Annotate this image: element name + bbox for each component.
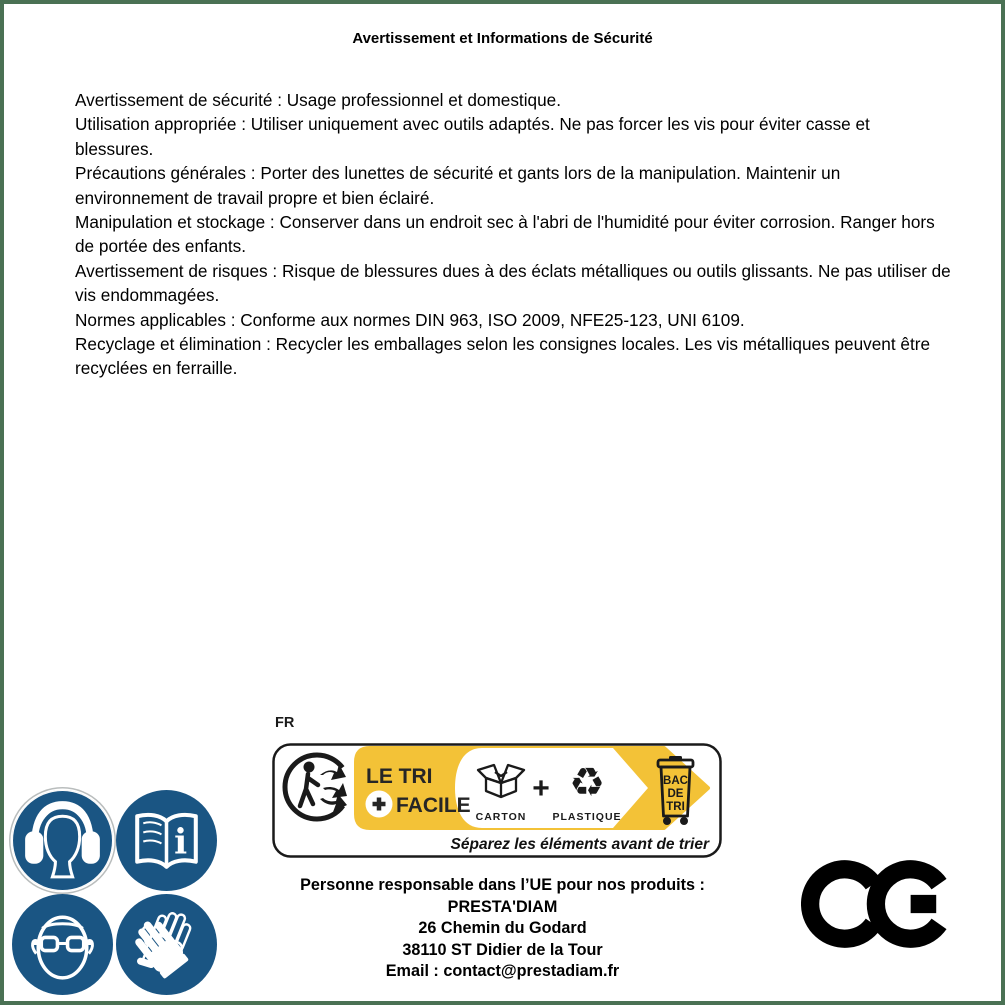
address-line: Personne responsable dans l’UE pour nos produits : <box>300 876 705 894</box>
infotri-recycling-label <box>272 743 722 858</box>
email-line: Email : contact@prestadiam.fr <box>385 962 620 981</box>
carton-label: CARTON <box>475 811 527 823</box>
infotri-headline-2: FACILE <box>396 794 471 817</box>
waste-bin-icon <box>658 756 693 825</box>
safety-text-block <box>75 88 951 381</box>
safety-paragraph: Utilisation appropriée : Utiliser uniquement avec outils adaptés. Ne pas forcer les vis pour éviter casse et blessures. <box>75 114 870 159</box>
safety-paragraph: Normes applicables : Conforme aux normes DIN 963, ISO 2009, NFE25-123, UNI 6109. <box>75 309 745 330</box>
safety-paragraph: Recyclage et élimination : Recycler les emballages selon les consignes locales. Les vis métalliques peuvent être recyclées en ferraille. <box>75 334 931 379</box>
plastique-recycle-icon: ♻ <box>569 761 605 805</box>
ce-mark <box>801 856 949 952</box>
address-line: 26 Chemin du Godard <box>418 919 587 938</box>
safety-paragraph: Précautions générales : Porter des lunettes de sécurité et gants lors de la manipulation. Maintenir un environnement de travail propre et bien éclairé. <box>75 163 841 208</box>
materials-plus: + <box>532 772 550 805</box>
page-title: Avertissement et Informations de Sécurité <box>352 30 653 47</box>
infotri-headline-1: LE TRI <box>366 765 433 788</box>
svg-text:i: i <box>174 822 188 863</box>
bin-label-line: TRI <box>666 801 685 813</box>
company-name: PRESTA'DIAM <box>447 897 558 916</box>
country-code-label: FR <box>275 715 295 731</box>
safety-paragraph: Manipulation et stockage : Conserver dans un endroit sec à l'abri de l'humidité pour éviter corrosion. Ranger hors de portée des enfants. <box>75 212 935 257</box>
bin-label-line: DE <box>667 788 684 800</box>
bin-label-line: BAC <box>663 775 688 787</box>
address-line: 38110 ST Didier de la Tour <box>402 940 603 959</box>
safety-paragraph: Avertissement de risques : Risque de blessures dues à des éclats métalliques ou outils glissants. Ne pas utiliser de vis endommagées. <box>75 260 951 306</box>
plastique-label: PLASTIQUE <box>552 811 622 823</box>
safety-paragraph: Avertissement de sécurité : Usage professionnel et domestique. <box>75 90 561 110</box>
infotri-footer: Séparez les éléments avant de trier <box>450 836 709 853</box>
